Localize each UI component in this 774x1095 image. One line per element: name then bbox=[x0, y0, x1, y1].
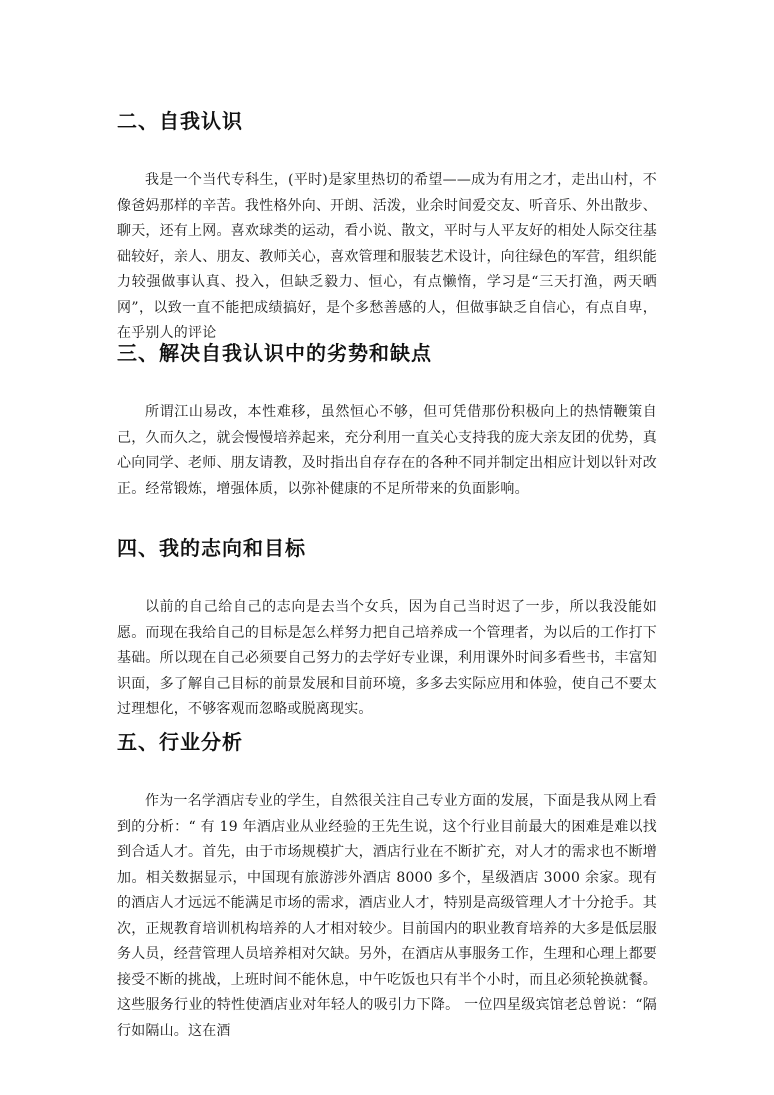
section-industry-analysis bbox=[117, 729, 657, 1044]
section-goals bbox=[117, 535, 657, 723]
section-paragraph: 作为一名学酒店专业的学生，自然很关注自己专业方面的发展，下面是我从网上看到的分析：“ 有 19 年酒店业从业经验的王先生说，这个行业目前最大的困难是难以找到合适人才。首先，由于市场规模扩大，酒店行业在不断扩充，对人才的需求也不断增加。相关数据显示，中国现有旅游涉外酒店 8000 多个，星级酒店 3000 余家。现有的酒店人才远远不能满足市场的需求，酒店业人才，特别是高级管理人才十分抢手。其次，正规教育培训机构培养的人才相对较少。目前国内的职业教育培养的大多是低层服务人员，经营管理人员培养相对欠缺。另外，在酒店从事服务工作，生理和心理上都要接受不断的挑战，上班时间不能休息，中午吃饭也只有半个小时，而且必须轮换就餐。这些服务行业的特性使酒店业对年轻人的吸引力下降。 一位四星级宾馆老总曾说：“隔行如隔山。这在酒 bbox=[117, 793, 657, 1039]
section-heading: 四、我的志向和目标 bbox=[117, 536, 306, 560]
section-heading: 二、自我认识 bbox=[117, 109, 243, 133]
section-paragraph: 以前的自己给自己的志向是去当个女兵，因为自己当时迟了一步，所以我没能如愿。而现在我给自己的目标是怎么样努力把自己培养成一个管理者，为以后的工作打下基础。所以现在自己必须要自己努力的去学好专业课，利用课外时间多看些书，丰富知识面，多了解自己目标的前景发展和目前环境，多多去实际应用和体验，使自己不要太过理想化，不够客观而忽略或脱离现实。 bbox=[117, 599, 657, 717]
section-heading: 三、解决自我认识中的劣势和缺点 bbox=[117, 341, 432, 365]
section-weaknesses bbox=[117, 340, 657, 502]
section-self-awareness bbox=[117, 108, 657, 347]
section-paragraph: 所谓江山易改，本性难移，虽然恒心不够，但可凭借那份积极向上的热情鞭策自己，久而久之，就会慢慢培养起来，充分利用一直关心支持我的庞大亲友团的优势，真心向同学、老师、朋友请教，及时指出自存存在的各种不同并制定出相应计划以针对改正。经常锻炼，增强体质，以弥补健康的不足所带来的负面影响。 bbox=[117, 404, 657, 497]
section-heading: 五、行业分析 bbox=[117, 730, 243, 754]
section-paragraph: 我是一个当代专科生，(平时)是家里热切的希望——成为有用之才，走出山村，不像爸妈那样的辛苦。我性格外向、开朗、活泼，业余时间爱交友、听音乐、外出散步、聊天，还有上网。喜欢球类的运动，看小说、散文，平时与人平友好的相处人际交往基础较好，亲人、朋友、教师关心，喜欢管理和服装艺术设计，向往绿色的军营，组织能力较强做事认真、投入，但缺乏毅力、恒心，有点懒惰，学习是“三天打渔，两天晒网”，以致一直不能把成绩搞好，是个多愁善感的人，但做事缺乏自信心，有点自卑，在乎别人的评论 bbox=[117, 172, 657, 341]
